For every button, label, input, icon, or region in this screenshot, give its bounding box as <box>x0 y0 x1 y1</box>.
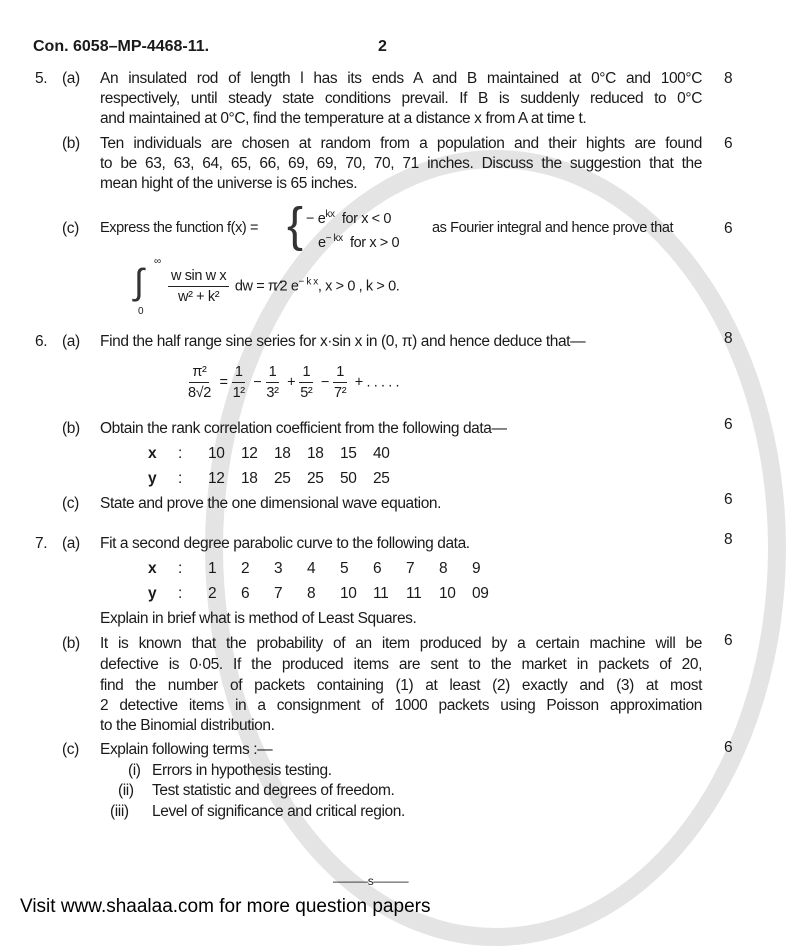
sub-label: (c) <box>62 220 79 237</box>
question-text: defective is 0·05. If the produced items are sent to the market in packets of 20, <box>100 656 702 673</box>
question-number: 7. <box>35 535 48 552</box>
series-formula: $\frac{\text{π²}}{8√2}$ = $\frac{1}{\text{1²}}$ − $\frac{1}{\text{3²}}$ + $\frac{1}{\text{5²}}$ − $\frac{1}{\text{7²}}$ + . . . . . <box>188 364 400 401</box>
data-row-x: x : 10 12 18 18 15 40 <box>148 445 390 462</box>
integral-expression: $\frac{\text{w sin w x}}{\text{w² + k²}}$ dw = π⁄2 $e^{- k x}$, x > 0 , k > 0. <box>166 266 399 307</box>
question-text: State and prove the one dimensional wave equation. <box>100 495 442 512</box>
sub-label: (b) <box>62 635 80 652</box>
integral-lower: 0 <box>138 306 144 317</box>
paper-code: Con. 6058–MP-4468-11. <box>33 38 210 55</box>
question-text: and maintained at 0°C, find the temperature at a distance x from A at time t. <box>100 110 587 127</box>
footer-visit-text: Visit www.shaalaa.com for more question papers <box>20 896 431 917</box>
question-text: It is known that the probability of an item produced by a certain machine will be <box>100 635 702 652</box>
question-text: Obtain the rank correlation coefficient from the following data— <box>100 420 507 437</box>
sub-label: (c) <box>62 741 79 758</box>
question-text: Explain following terms :— <box>100 741 273 758</box>
question-text: respectively, until steady state conditions prevail. If B is suddenly reduced to 0°C <box>100 90 702 107</box>
term-number: (ii) <box>118 782 134 799</box>
sub-label: (c) <box>62 495 79 512</box>
marks: 6 <box>724 416 733 433</box>
question-text: 2 detective items in a consignment of 1000 packets using Poisson approximation <box>100 697 702 714</box>
marks: 8 <box>724 70 733 87</box>
sub-label: (a) <box>62 535 80 552</box>
term-text: Test statistic and degrees of freedom. <box>152 782 395 799</box>
marks: 6 <box>724 220 733 237</box>
question-number: 5. <box>35 70 48 87</box>
page-number: 2 <box>378 38 387 55</box>
data-row-y: y : 2 6 7 8 10 11 11 10 09 <box>148 585 489 602</box>
marks: 6 <box>724 135 733 152</box>
sub-label: (a) <box>62 70 80 87</box>
question-text: Express the function f(x) = <box>100 220 259 236</box>
marks: 6 <box>724 632 733 649</box>
question-text: to the Binomial distribution. <box>100 717 275 734</box>
term-text: Errors in hypothesis testing. <box>152 762 332 779</box>
integral-sign: ∫ <box>134 261 144 302</box>
question-text: Find the half range sine series for x·sin x in (0, π) and hence deduce that— <box>100 333 586 350</box>
question-text: Fit a second degree parabolic curve to the following data. <box>100 535 470 552</box>
question-text: mean hight of the universe is 65 inches. <box>100 175 358 192</box>
marks: 6 <box>724 491 733 508</box>
case-2: $e^{- kx}$ for x > 0 <box>318 233 400 251</box>
question-text: find the number of packets containing (1) at least (2) exactly and (3) at most <box>100 677 702 694</box>
brace: { <box>287 199 303 252</box>
sub-label: (b) <box>62 420 80 437</box>
term-text: Level of significance and critical region. <box>152 803 405 820</box>
case-1: − $e^{kx}$ for x < 0 <box>306 209 392 227</box>
end-mark: ———s——— <box>333 874 409 888</box>
data-row-x: x : 1 2 3 4 5 6 7 8 9 <box>148 560 481 577</box>
question-text: as Fourier integral and hence prove that <box>432 220 674 236</box>
data-row-y: y : 12 18 25 25 50 25 <box>148 470 390 487</box>
question-number: 6. <box>35 333 48 350</box>
sub-label: (a) <box>62 333 80 350</box>
marks: 8 <box>724 330 733 347</box>
sub-label: (b) <box>62 135 80 152</box>
question-text: Explain in brief what is method of Least Squares. <box>100 610 417 627</box>
term-number: (i) <box>128 762 141 779</box>
question-text: to be 63, 63, 64, 65, 66, 69, 69, 70, 70, 71 inches. Discuss the suggestion that the <box>100 155 702 172</box>
marks: 8 <box>724 531 733 548</box>
question-text: Ten individuals are chosen at random from a population and their hights are found <box>100 135 702 152</box>
question-text: An insulated rod of length l has its ends A and B maintained at 0°C and 100°C <box>100 70 702 87</box>
integral-upper: ∞ <box>154 256 161 267</box>
term-number: (iii) <box>110 803 129 820</box>
marks: 6 <box>724 739 733 756</box>
